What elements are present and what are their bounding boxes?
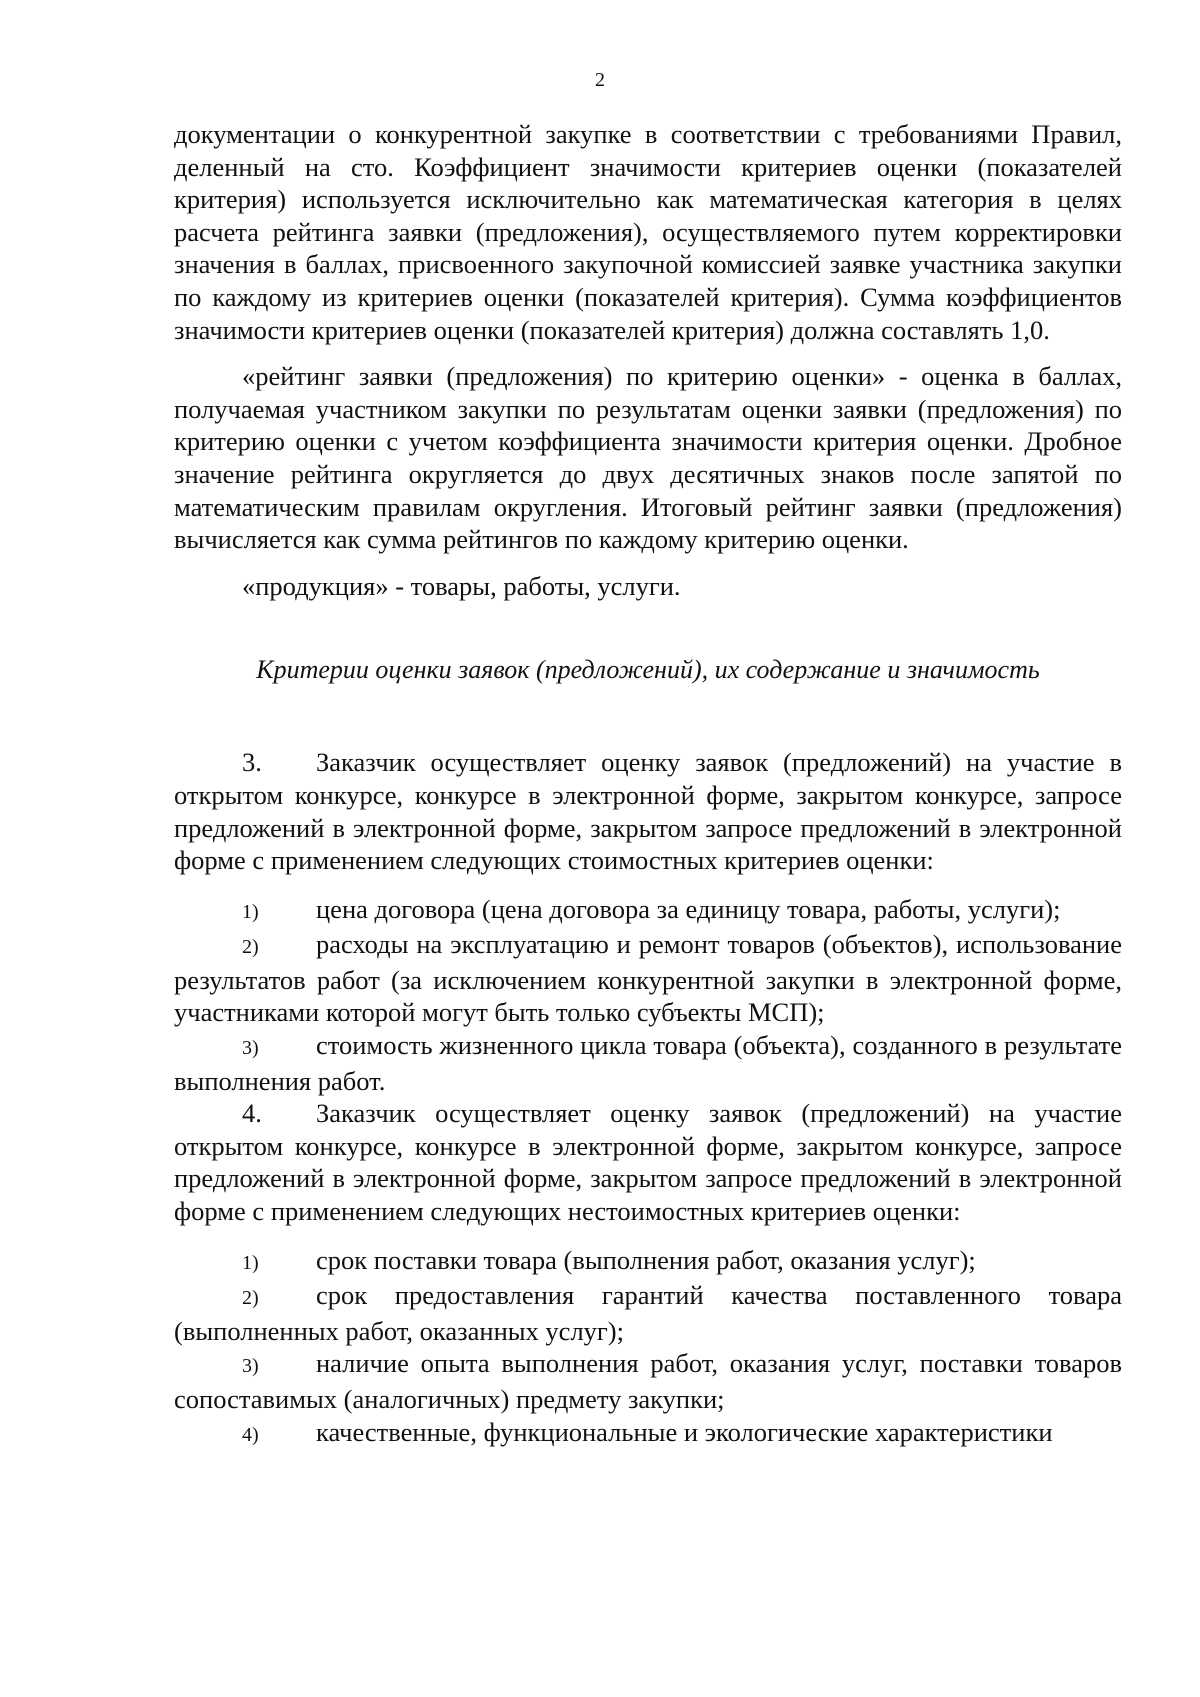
list-item-number: 2) — [242, 936, 259, 959]
list-item-number: 3) — [242, 1037, 259, 1060]
paragraph-continuation: документации о конкурентной закупке в соответствии с требованиями Правил, деленный на сто. Коэффициент значимости критериев оценки (показателей критерия) используется исключительно как математическая категория в целях расчета рейтинга заявки (предложения), осуществляемого путем корректировки значения в баллах, присвоенного закупочной комиссией заявке участника закупки по каждому из критериев оценки (показателей критерия). Сумма коэффициентов значимости критериев оценки (показателей критерия) должна составлять 1,0. — [174, 119, 1122, 345]
list-item-text: срок поставки товара (выполнения работ, оказания услуг); — [316, 1244, 976, 1275]
list-item — [174, 1279, 1122, 1347]
list-item-text: срок предоставления гарантий качества поставленного товара (выполненных работ, оказанных услуг); — [174, 1280, 1122, 1346]
clause-text: Заказчик осуществляет оценку заявок (предложений) на участие в открытом конкурсе, конкурсе в электронной форме, закрытом конкурсе, запросе предложений в электронной форме, закрытом запросе предложений в электронной форме с применением следующих стоимостных критериев оценки: — [174, 747, 1122, 876]
list-item-number: 2) — [242, 1287, 259, 1310]
paragraph-rating-definition: «рейтинг заявки (предложения) по критерию оценки» - оценка в баллах, получаемая участником закупки по результатам оценки заявки (предложения) по критерию оценки с учетом коэффициента значимости критерия оценки. Дробное значение рейтинга округляется до двух десятичных знаков после запятой по математическим правилам округления. Итоговый рейтинг заявки (предложения) вычисляется как сумма рейтингов по каждому критерию оценки. — [174, 361, 1122, 555]
clause-number: 4. — [242, 1098, 262, 1129]
clause-4 — [174, 1097, 1122, 1227]
list-item-number: 1) — [242, 900, 259, 923]
list-item-text: качественные, функциональные и экологические характеристики — [316, 1416, 1053, 1447]
list-item — [174, 928, 1122, 1029]
list-item-text: цена договора (цена договора за единицу товара, работы, услуги); — [316, 893, 1061, 924]
list-item-number: 3) — [242, 1355, 259, 1378]
list-item-number: 1) — [242, 1251, 259, 1274]
list-item-number: 4) — [242, 1423, 259, 1446]
clause-3 — [174, 746, 1122, 876]
section-heading: Критерии оценки заявок (предложений), их содержание и значимость — [256, 655, 1040, 685]
list-item-text: расходы на эксплуатацию и ремонт товаров (объектов), использование результатов работ (за исключением конкурентной закупки в электронной форме, участниками которой могут быть только субъекты МСП); — [174, 929, 1122, 1028]
document-body — [174, 118, 1122, 1451]
page-number: 2 — [595, 69, 605, 91]
list-item — [174, 1347, 1122, 1415]
list-item — [174, 1029, 1122, 1097]
list-item — [174, 1244, 1122, 1280]
list-item — [174, 1416, 1122, 1452]
list-item-text: стоимость жизненного цикла товара (объекта), созданного в результате выполнения работ. — [174, 1030, 1122, 1096]
list-item — [174, 893, 1122, 929]
list-item-text: наличие опыта выполнения работ, оказания услуг, поставки товаров сопоставимых (аналогичных) предмету закупки; — [174, 1348, 1122, 1414]
clause-number: 3. — [242, 747, 262, 778]
clause-text: Заказчик осуществляет оценку заявок (предложений) на участие открытом конкурсе, конкурсе в электронной форме, закрытом конкурсе, запросе предложений в электронной форме, закрытом запросе предложений в электронной форме с применением следующих нестоимостных критериев оценки: — [174, 1098, 1122, 1227]
paragraph-products-definition: «продукция» - товары, работы, услуги. — [242, 570, 681, 601]
